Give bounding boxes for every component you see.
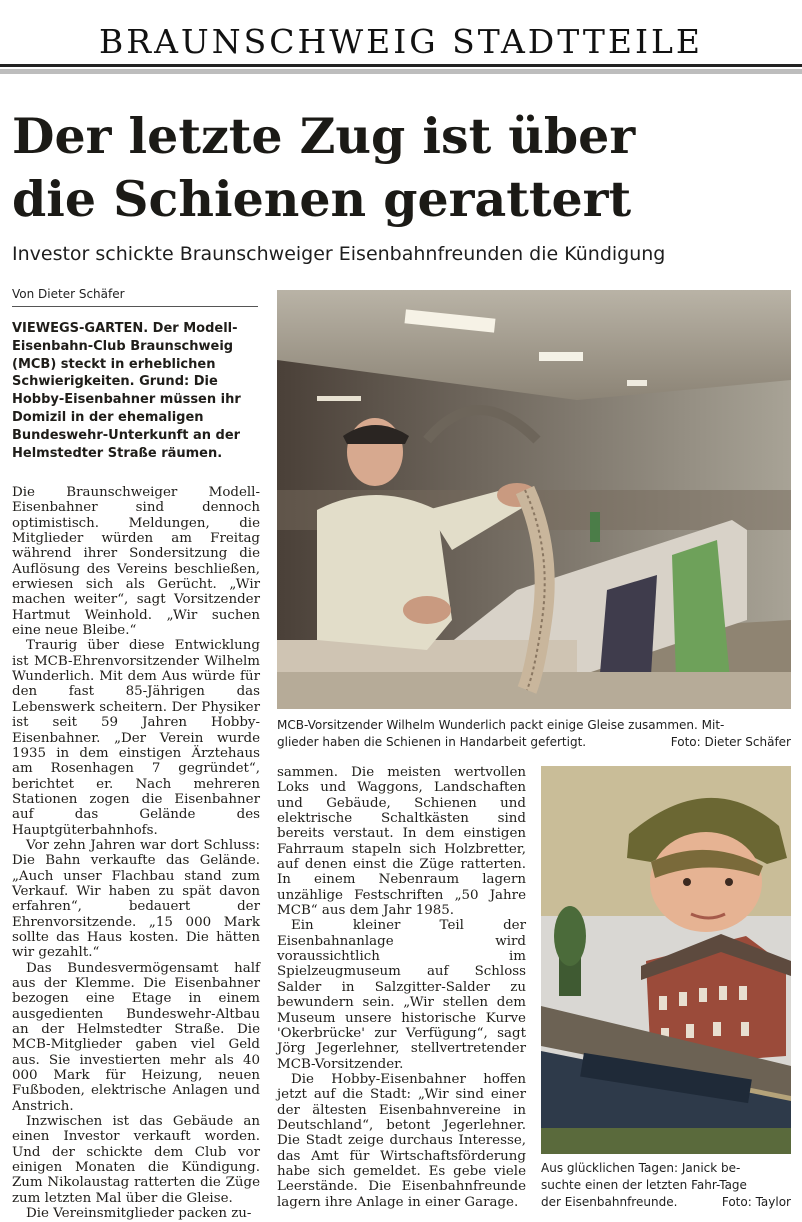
caption-line-text: glieder haben die Schienen in Handarbeit gefertigt.	[277, 735, 587, 749]
caption-line: Aus glücklichen Tagen: Janick be-	[541, 1161, 741, 1175]
photo-credit: Foto: Taylor	[721, 1195, 791, 1209]
photo-illustration	[277, 290, 791, 709]
lead-paragraph: VIEWEGS-GARTEN. Der Modell-Eisenbahn-Club Braunschweig (MCB) steckt in erheblichen Schwierigkeiten. Grund: Die Hobby-Eisenbahner müssen ihr Domizil in der ehemaligen Bundeswehr-Unterkunft an der Helmstedter Straße räumen.	[12, 321, 241, 461]
paragraph: Inzwischen ist das Gebäude an einen Investor verkauft worden. Und der schickte dem Club vor einigen Monaten die Kündigung. Zum Nikolaustag ratterten die Züge zum letzten Mal über die Gleise.	[12, 1114, 260, 1206]
photo-illustration	[541, 766, 791, 1154]
paragraph: sammen. Die meisten wertvollen Loks und Waggons, Landschaften und Gebäude, Schienen und elektrische Schaltkästen sind bereits verstaut. In dem einstigen Fahrraum stapeln sich Holzbretter, auf denen einst die Züge ratterten. In einem Nebenraum lagern unzählige Festschriften „50 Jahre MCB“ aus dem Jahr 1985.	[277, 765, 526, 919]
photo-caption	[541, 1160, 791, 1211]
caption-line-text: der Eisenbahnfreunde.	[541, 1195, 678, 1209]
caption-line: MCB-Vorsitzender Wilhelm Wunderlich packt einige Gleise zusammen. Mit-	[277, 718, 725, 732]
photo-credit: Foto: Dieter Schäfer	[670, 735, 791, 749]
paragraph: Das Bundesvermögensamt half aus der Klemme. Die Eisenbahner bezogen eine Etage in einem ausgedienten Bundeswehr-Altbau an der Helmstedter Straße. Die MCB-Mitglieder gaben viel Geld aus. Sie investierten mehr als 40 000 Mark für Heizung, neuen Fußboden, elektrische Anlagen und Anstrich.	[12, 960, 260, 1114]
paragraph: Die Braunschweiger Modell-Eisenbahner sind dennoch optimistisch. Meldungen, die Mitglieder würden am Freitag während ihrer Sondersitzung die Auflösung des Vereins beschließen, erwiesen sich als Gerücht. „Wir machen weiter“, sagt Vorsitzender Hartmut Weinhold. „Wir suchen eine neue Bleibe.“	[12, 485, 260, 639]
caption-line: suchte einen der letzten Fahr-Tage	[541, 1178, 747, 1192]
section-title: BRAUNSCHWEIG STADTTEILE	[98, 22, 703, 61]
headline-line-2: die Schienen gerattert	[12, 170, 632, 228]
photo-boy-with-model-station	[541, 766, 791, 1154]
caption-line	[541, 1194, 791, 1211]
headline-line-1: Der letzte Zug ist über	[12, 107, 636, 165]
caption-line	[277, 734, 791, 751]
header-rule-grey	[0, 69, 802, 74]
paragraph: Die Vereinsmitglieder packen zu-	[26, 1206, 252, 1222]
paragraph: Vor zehn Jahren war dort Schluss: Die Bahn verkaufte das Gelände. „Auch unser Flachbau stand zum Verkauf. Wir haben zu spät davon erfahren“, bedauert der Ehrenvorsitzende. „15 000 Mark sollte das Haus kosten. Die hätten wir gezahlt.“	[12, 837, 260, 961]
article-column-1	[12, 485, 260, 1222]
article-column-2	[277, 765, 526, 1210]
headline	[12, 105, 792, 231]
byline: Von Dieter Schäfer	[12, 287, 258, 307]
paragraph: Die Hobby-Eisenbahner hoffen jetzt auf die Stadt: „Wir sind einer der ältesten Eisenbahnvereine in Deutschland“, betont Jegerlehner. Die Stadt zeige durchaus Interesse, das Amt für Wirtschaftsförderung habe sich gemeldet. Es gebe viele Leerstände. Die Eisenbahnfreunde lagern ihre Anlage in einer Garage.	[277, 1071, 526, 1210]
paragraph: Traurig über diese Entwicklung ist MCB-Ehrenvorsitzender Wilhelm Wunderlich. Mit dem Aus würde für den fast 85-Jährigen das Lebenswerk scheitern. Der Physiker ist seit 59 Jahren Hobby-Eisenbahner. „Der Verein wurde 1935 in dem einstigen Ärztehaus am Rosenhagen 7 gegründet“, berichtet er. Nach mehreren Stationen zogen die Eisenbahner auf das Gelände des Hauptgüterbahnhofs.	[12, 638, 260, 838]
photo-model-railway-hall	[277, 290, 791, 709]
paragraph: Ein kleiner Teil der Eisenbahnanlage wird voraussichtlich im Spielzeugmuseum auf Schloss Salder in Salzgitter-Salder zu bewundern sein. „Wir stellen dem Museum unsere historische Kurve 'Okerbrücke' zur Verfügung“, sagt Jörg Jegerlehner, stellvertretender MCB-Vorsitzender.	[277, 918, 526, 1072]
header-rule-dark	[0, 64, 802, 67]
subtitle: Investor schickte Braunschweiger Eisenbahnfreunden die Kündigung	[12, 243, 666, 265]
photo-caption	[277, 717, 791, 751]
